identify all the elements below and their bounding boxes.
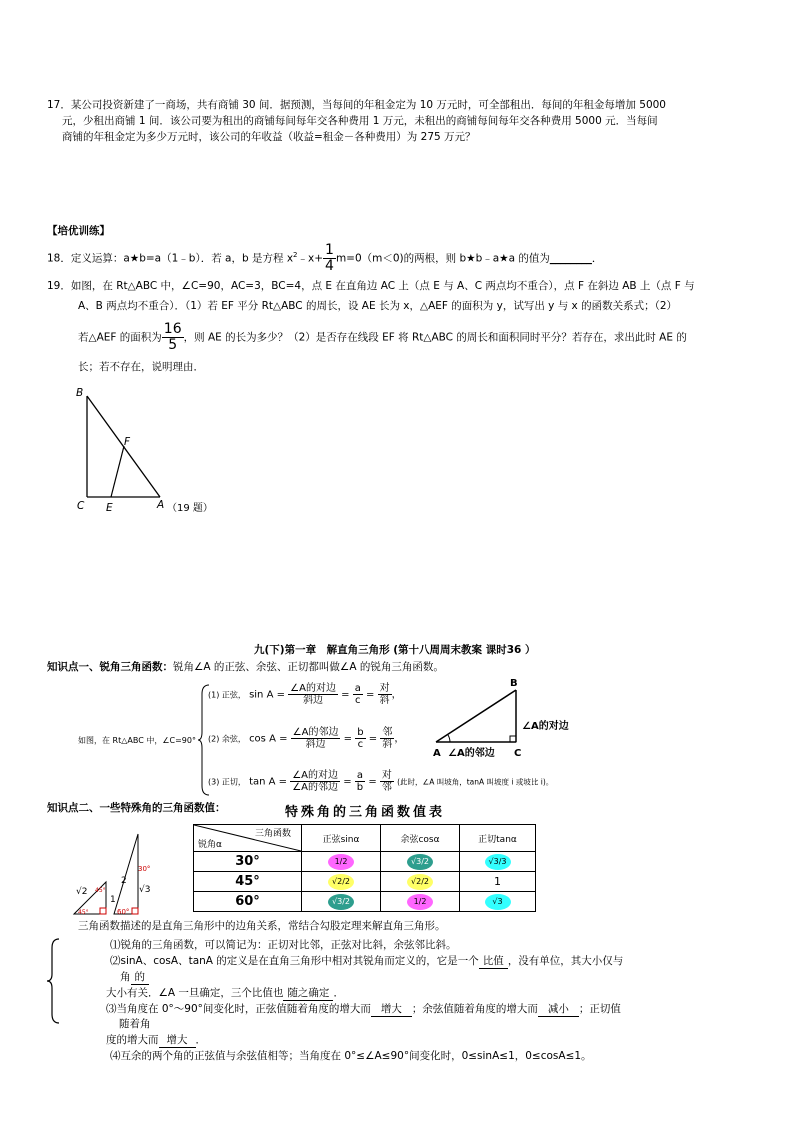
q19-line-4: 长；若不存在，说明理由． <box>78 361 204 373</box>
table-row: 60° √3/2 1/2 √3 <box>194 892 536 912</box>
tri2-side-hyp: 2 <box>121 876 127 886</box>
q18 <box>47 243 602 274</box>
kp1-intro: 如图，在 Rt△ABC 中，∠C=90° <box>78 736 196 745</box>
kp1-fig-opposite: ∠A的对边 <box>522 721 569 732</box>
q17-line-1: 17．某公司投资新建了一商场，共有商铺 30 间．据预测，当每间的年租金定为 10 万元时，可全部租出．每间的年租金每增加 5000 <box>47 99 666 111</box>
q19-label-B: B <box>76 387 84 399</box>
col-sin: 正弦sinα <box>302 825 381 852</box>
tri2-angle-top: 30° <box>138 865 151 873</box>
kp1-text: 锐角∠A 的正弦、余弦、正切都叫做∠A 的锐角三角函数。 <box>173 661 444 673</box>
summary-item-3-end: 度的增大而 增大 ． <box>106 1034 206 1046</box>
kp1-fig-adjacent: ∠A的邻边 <box>448 748 495 759</box>
summary-item-2-end: 大小有关．∠A 一旦确定，三个比值也 随之确定 ． <box>106 987 344 999</box>
kp1-triangle <box>430 680 540 750</box>
q19-label-F: F <box>124 436 131 448</box>
kp1-fig-B: B <box>510 678 518 689</box>
q19-line-3: 若△AEF 的面积为 $\frac{16}{5}$ ，则 AE 的长为多少？（2）是否存在线段 EF 将 Rt△ABC 的周长和面积同时平分？若存在，求出此时 AE 的 <box>78 321 687 353</box>
q19-line-1: 19．如图，在 Rt△ABC 中，∠C=90，AC=3，BC=4，点 E 在直角边 AC 上（点 E 与 A、C 两点均不重合），点 F 在斜边 AB 上（点 F 与 <box>47 280 695 292</box>
tri1-angle-bottom: 45° <box>78 909 89 916</box>
section-title: 【培优训练】 <box>47 225 110 237</box>
kp1-fig-A: A <box>433 748 441 759</box>
summary-item-3: ⑶当角度在 0°～90°间变化时，正弦值随着角度的增大而 增大 ；余弦值随着角度的增大而 减小 ；正切值 <box>106 1003 621 1015</box>
kp1-tan: (3) 正切， tan A = $\frac{\text{∠A的对边}}{\text{∠A的邻边}}$ = $\frac{a}{b}$ = $\frac{\text{对}}{\text{邻}}$ (此时，∠A 叫坡角，tanA 叫坡度 i 或坡比 i)。 <box>208 770 554 793</box>
summary-item-4: ⑷互余的两个角的正弦值与余弦值相等；当角度在 0°≤∠A≤90°间变化时，0≤sinA≤1，0≤cosA≤1。 <box>110 1050 592 1062</box>
tri1-angle-top: 45° <box>95 887 106 894</box>
q17-line-2: 元，少租出商铺 1 间．该公司要为租出的商铺每间每年交各种费用 1 万元，未租出的商铺每间每年交各种费用 5000 元．当每间 <box>62 115 658 127</box>
tri2-side-leg: √3 <box>139 885 151 895</box>
summary-item-1: ⑴锐角的三角函数，可以简记为：正切对比邻，正弦对比斜，余弦邻比斜。 <box>110 939 457 951</box>
table-row: 45° √2/2 √2/2 1 <box>194 872 536 892</box>
summary-item-2-cont: 角 的 <box>120 971 149 985</box>
q18-text-2: ﹣x+ <box>297 252 324 265</box>
trig-values-table <box>193 824 536 912</box>
q19-label-E: E <box>106 502 113 514</box>
summary-intro: 三角函数描述的是直角三角形中的边角关系，常结合勾股定理来解直角三角形。 <box>78 920 446 932</box>
table-corner-cell: 三角函数 锐角α <box>194 825 302 852</box>
table-row: 30° 1/2 √3/2 √3/3 <box>194 852 536 872</box>
kp2-title: 知识点二、一些特殊角的三角函数值： <box>47 802 226 814</box>
q17-line-3: 商铺的年租金定为多少万元时，该公司的年收益（收益=租金－各种费用）为 275 万元？ <box>62 131 476 143</box>
kp1-sin: (1) 正弦， sin A = $\frac{\text{∠A的对边}}{\text{斜边}}$ = $\frac{a}{c}$ = $\frac{\text{对}}{\text{斜}}$ ， <box>208 683 402 706</box>
kp1-fig-C: C <box>514 748 522 759</box>
q19-caption: （19 题） <box>167 503 213 514</box>
chapter-title: 九(下)第一章 解直角三角形 (第十八周周末教案 课时36 ） <box>254 644 536 656</box>
tri1-side-hyp: √2 <box>76 887 88 897</box>
col-cos: 余弦cosα <box>381 825 460 852</box>
summary-item-2: ⑵sinA、cosA、tanA 的定义是在直角三角形中相对其锐角而定义的，它是一个 比值 ，没有单位，其大小仅与 <box>110 955 624 967</box>
tri1-side-leg: 1 <box>110 895 116 905</box>
q18-text-1: 18．定义运算：a★b=a（1﹣b）．若 a，b 是方程 x <box>47 252 294 265</box>
q18-fraction: $\frac{1}{4}$ <box>325 242 334 274</box>
kp1-heading <box>47 661 444 674</box>
summary-brace <box>46 938 60 1024</box>
q18-blank: ________ <box>549 252 592 265</box>
q18-text-3: m=0（m＜0)的两根，则 b★b﹣a★a 的值为 <box>335 252 550 265</box>
q19-label-A: A <box>157 499 165 511</box>
tri2-angle-bottom: 60° <box>117 908 130 916</box>
q19-label-C: C <box>77 500 85 512</box>
q18-end: ． <box>591 252 603 265</box>
kp1-cos: (2) 余弦， cos A = $\frac{\text{∠A的邻边}}{\text{斜边}}$ = $\frac{b}{c}$ = $\frac{\text{邻}}{\text{斜}}$ ， <box>208 727 405 750</box>
summary-item-3-cont: 随着角 <box>119 1018 151 1030</box>
q19-line-2: A、B 两点均不重合）．（1）若 EF 平分 Rt△ABC 的周长，设 AE 长为 x，△AEF 的面积为 y，试写出 y 与 x 的函数关系式；（2） <box>78 300 678 312</box>
q19-figure <box>70 382 230 517</box>
kp2-table-title: 特殊角的三角函数值表 <box>285 805 446 820</box>
kp1-title: 知识点一、锐角三角函数： <box>47 661 173 673</box>
col-tan: 正切tanα <box>460 825 536 852</box>
q19-fraction: $\frac{16}{5}$ <box>163 321 182 353</box>
q18-sup: 2 <box>293 251 298 259</box>
